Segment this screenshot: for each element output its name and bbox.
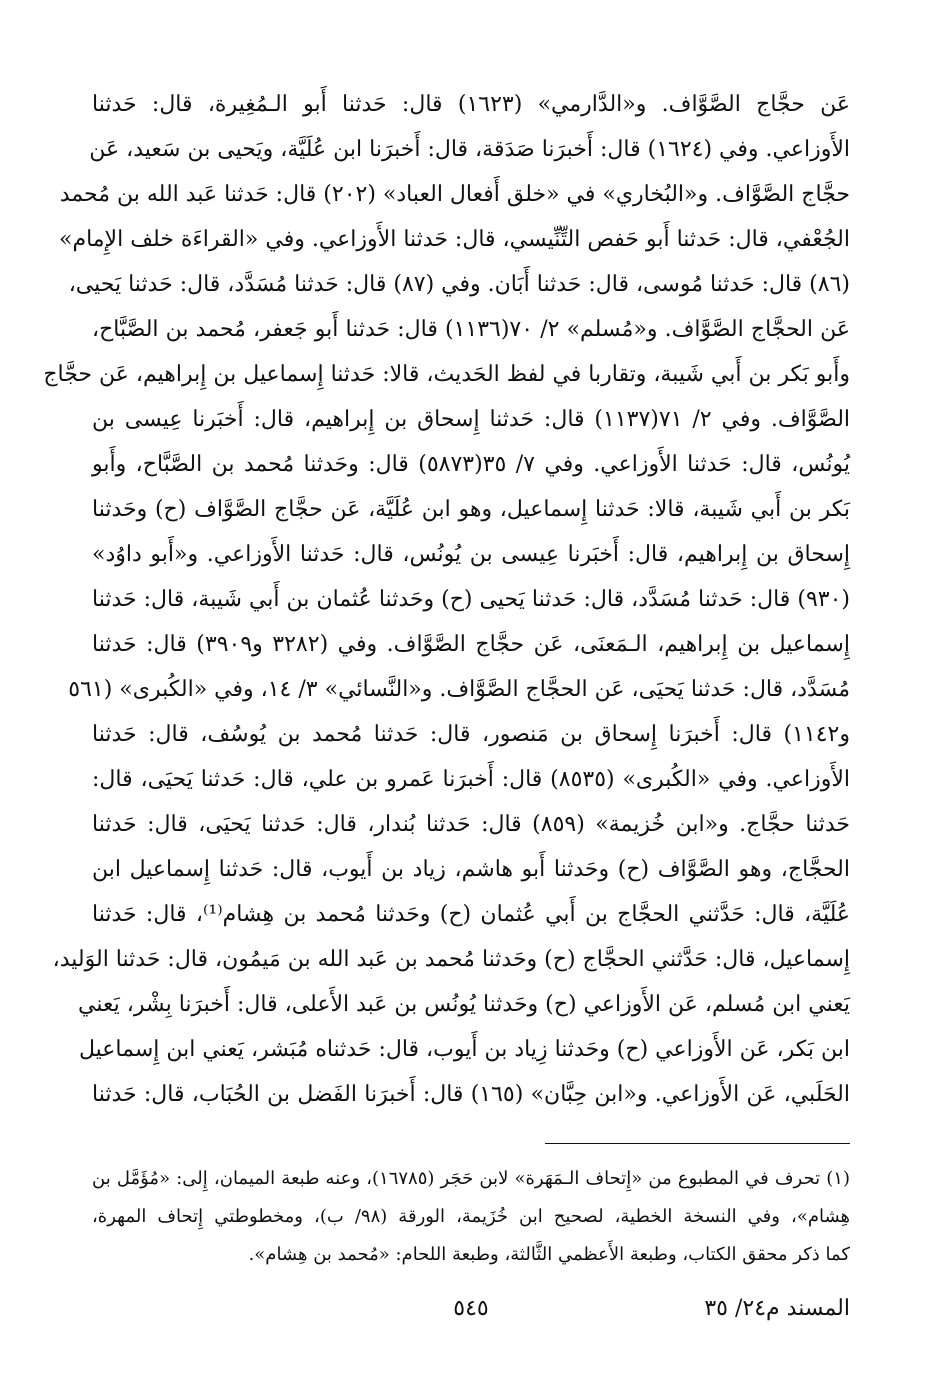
text-line: عَن حجَّاج الصَّوَّاف. و«الدَّارمي» (١٦٢٣) قال: حَدثنا أَبو الـمُغِيرة، قال: حَدثنا	[92, 92, 850, 117]
text-line: (٨٦) قال: حَدثنا مُوسى، قال: حَدثنا أَبَان. وفي (٨٧) قال: حَدثنا مُسَدَّد، قال: حَدثنا يَحيى،	[68, 272, 850, 297]
page-number: ٥٤٥	[453, 1296, 489, 1321]
text-line: يَعني ابن مُسلم، عَن الأَوزاعي (ح) وحَدثنا يُونُس بن عَبد الأَعلى، قال: أَخبرَنا بِشْر، يَعني	[78, 992, 850, 1017]
text-line: عَن الحجَّاج الصَّوَّاف. و«مُسلم» ٢/ ٧٠(١١٣٦) قال: حَدثنا أَبو جَعفر، مُحمد بن الصَّبَّاح،	[92, 317, 850, 342]
text-line: الجُعْفي، قال: حَدثنا أَبو حَفص التِّنِّيسي، قال: حَدثنا الأَوزاعي. وفي «القراءَة خلف الإِمام»	[58, 227, 850, 252]
text-line: الحجَّاج، وهو الصَّوَّاف (ح) وحَدثنا أَبو هاشم، زياد بن أَيوب، قال: حَدثنا إِسماعيل ابن	[92, 857, 850, 882]
text-line: مُسَدَّد، قال: حَدثنا يَحيَى، عَن الحجَّاج الصَّوَّاف. و«النَّسائي» ٣/ ١٤، وفي «الكُبرى» (٥٦١	[68, 677, 850, 702]
text-line: عُلَيَّة، قال: حَدَّثني الحجَّاج بن أَبي عُثمان (ح) وحَدثنا مُحمد بن هِشام⁽¹⁾، قال: حَدثنا	[92, 902, 850, 927]
volume-signature: المسند م٢٤/ ٣٥	[704, 1296, 850, 1321]
text-line: إِسحاق بن إِبراهيم، قال: أَخبَرنا عِيسى بن يُونُس، قال: حَدثنا الأَوزاعي. و«أَبو داوُد»	[92, 542, 850, 567]
text-line: الأَوزاعي. وفي «الكُبرى» (٨٥٣٥) قال: أَخبرَنا عَمرو بن علي، قال: حَدثنا يَحيَى، قال:	[92, 767, 850, 792]
footnotes	[92, 1160, 850, 1274]
text-line: حجَّاج الصَّوَّاف. و«البُخاري» في «خلق أَفعال العباد» (٢٠٢) قال: حَدثنا عَبد الله بن مُحمد	[59, 182, 850, 207]
text-line: ابن بَكر، عَن الأَوزاعي (ح) وحَدثنا زِياد بن أَيوب، قال: حَدثناه مُبَشر، يَعني ابن إِسماعيل	[78, 1037, 850, 1062]
text-line: الصَّوَّاف. وفي ٢/ ٧١(١١٣٧) قال: حَدثنا إِسحاق بن إِبراهيم، قال: أَخبَرنا عِيسى بن	[92, 407, 851, 432]
page-footer	[92, 1296, 850, 1336]
text-line: الأَوزاعي. وفي (١٦٢٤) قال: أَخبرَنا صَدَقة، قال: أَخبرَنا ابن عُلَيَّة، ويَحيى بن سَعيد، عَن	[89, 137, 850, 162]
text-line: إِسماعيل، قال: حَدَّثني الحجَّاج (ح) وحَدثنا مُحمد بن عَبد الله بن مَيمُون، قال: حَدثنا الوَليد،	[52, 947, 850, 972]
text-line: الحَلَبي، عَن الأَوزاعي. و«ابن حِبَّان» (١٦٥) قال: أَخبرَنا الفَضل بن الحُبَاب، قال: حَدثنا	[92, 1082, 850, 1107]
footnote-line: كما ذكر محقق الكتاب، وطبعة الأَعظمي الثَّالثة، وطبعة اللحام: «مُحمد بن هِشام».	[248, 1244, 850, 1265]
text-line: إِسماعيل بن إِبراهيم، الـمَعنَى، عَن حجَّاج الصَّوَّاف. وفي (٣٢٨٢ و٣٩٠٩) قال: حَدثنا	[92, 632, 850, 657]
text-line: (٩٣٠) قال: حَدثنا مُسَدَّد، قال: حَدثنا يَحيى (ح) وحَدثنا عُثمان بن أَبي شَيبة، قال: حَدثنا	[92, 587, 850, 612]
text-line: حَدثنا حجَّاج. و«ابن خُزيمة» (٨٥٩) قال: حَدثنا بُندار، قال: حَدثنا يَحيَى، قال: حَدثنا	[92, 812, 850, 837]
footnote-line: (١) تحرف في المطبوع من «إِتحاف الـمَهَرة» لابن حَجَر (١٦٧٨٥)، وعنه طبعة الميمان، إِلى: «مُؤَمَّل بن	[92, 1168, 850, 1189]
text-line: و١١٤٢) قال: أَخبرَنا إِسحاق بن مَنصور، قال: حَدثنا مُحمد بن يُوسُف، قال: حَدثنا	[92, 722, 850, 747]
text-line: بَكر بن أَبي شَيبة، قالا: حَدثنا إِسماعيل، وهو ابن عُلَيَّة، عَن حجَّاج الصَّوَّاف (ح) وحَدثنا	[92, 497, 850, 522]
text-line: وأَبو بَكر بن أَبي شَيبة، وتقاربا في لفظ الحَديث، قالا: حَدثنا إِسماعيل بن إِبراهيم، عَن حجَّاج	[43, 362, 850, 387]
main-text	[43, 82, 851, 1117]
footnote-line: هِشام»، وفي النسخة الخطية، لصحيح ابن خُزَيمة، الورقة (٩٨/ ب)، ومخطوطتي إِتحاف المهرة،	[92, 1206, 851, 1227]
footnote-separator	[545, 1143, 850, 1144]
text-line: يُونُس، قال: حَدثنا الأَوزاعي. وفي ٧/ ٣٥(٥٨٧٣) قال: وحَدثنا مُحمد بن الصَّبَّاح، وأَبو	[92, 452, 850, 477]
